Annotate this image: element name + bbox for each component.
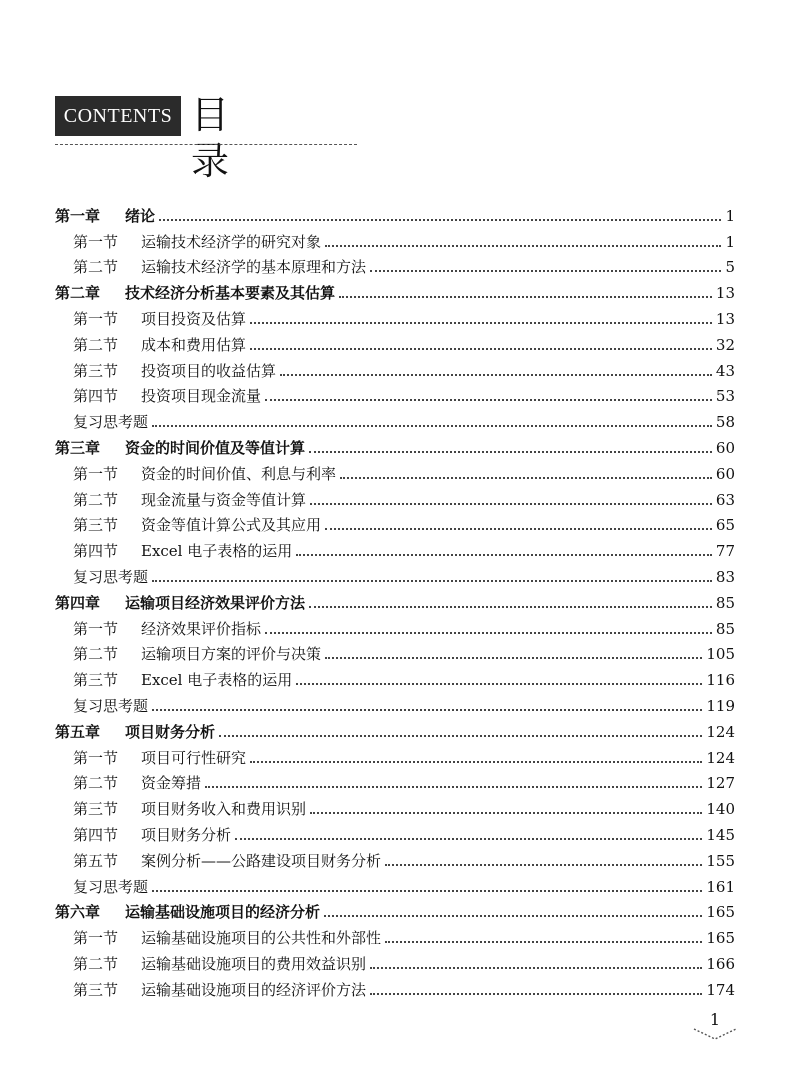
toc-section-entry[interactable] (55, 871, 735, 897)
dot-leader (309, 606, 712, 608)
toc-entry-label (73, 773, 201, 793)
toc-entry-label (73, 541, 292, 561)
toc-entry-page: 85 (715, 619, 735, 638)
toc-header (55, 92, 357, 183)
toc-entry-label (55, 206, 155, 226)
toc-entry-page: 161 (706, 877, 735, 896)
dot-leader (310, 812, 702, 814)
toc-entry-title: 资金筹措 (141, 774, 202, 793)
toc-entry-number: 第三节 (73, 980, 119, 999)
contents-label: CONTENTS (55, 96, 181, 136)
toc-section-entry[interactable] (55, 819, 735, 845)
toc-entry-title: 经济效果评价指标 (141, 619, 262, 638)
toc-entry-number: 第四章 (55, 593, 101, 612)
toc-entry-page: 58 (715, 413, 735, 432)
toc-entry-label (73, 490, 306, 510)
toc-entry-label (73, 799, 306, 819)
toc-entry-page: 116 (706, 671, 735, 690)
dot-leader (152, 890, 702, 892)
toc-entry-page: 105 (706, 645, 735, 664)
toc-chapter-entry[interactable] (55, 277, 735, 303)
toc-section-entry[interactable] (55, 252, 735, 278)
toc-entry-label (73, 644, 321, 664)
toc-entry-label (73, 928, 381, 948)
toc-entry-title: 复习思考题 (73, 413, 149, 432)
toc-entry-number: 第二节 (73, 645, 119, 664)
dot-leader (235, 838, 702, 840)
toc-entry-label (73, 851, 381, 871)
toc-entry-page: 155 (706, 851, 735, 870)
folio-chevron-icon (690, 1026, 740, 1042)
toc-entry-title: 项目可行性研究 (141, 748, 247, 767)
toc-entry-number: 第五章 (55, 722, 101, 741)
toc-entry-page: 65 (715, 516, 735, 535)
dot-leader (325, 528, 712, 530)
toc-section-entry[interactable] (55, 793, 735, 819)
header-divider (55, 144, 357, 145)
dot-leader (339, 296, 712, 298)
toc-section-entry[interactable] (55, 768, 735, 794)
dot-leader (309, 451, 712, 453)
toc-entry-title: 复习思考题 (73, 877, 149, 896)
toc-section-entry[interactable] (55, 690, 735, 716)
toc-entry-page: 77 (715, 542, 735, 561)
toc-section-entry[interactable] (55, 948, 735, 974)
toc-entry-number: 第二节 (73, 258, 119, 277)
dot-leader (219, 735, 702, 737)
toc-entry-page: 165 (706, 929, 735, 948)
toc-entry-number: 第三节 (73, 671, 119, 690)
toc-entry-number: 第三章 (55, 438, 101, 457)
toc-entry-title: 技术经济分析基本要素及其估算 (125, 284, 336, 303)
toc-chapter-entry[interactable] (55, 587, 735, 613)
toc-entry-label (55, 438, 305, 458)
toc-entry-title: 投资项目的收益估算 (141, 361, 277, 380)
toc-entry-label (73, 361, 276, 381)
dot-leader (325, 657, 702, 659)
toc-section-entry[interactable] (55, 639, 735, 665)
dot-leader (385, 941, 702, 943)
toc-entry-label (73, 954, 366, 974)
toc-entry-page: 60 (715, 464, 735, 483)
toc-entry-title: 资金的时间价值及等值计算 (125, 438, 306, 457)
toc-entry-title: 资金的时间价值、利息与利率 (141, 464, 337, 483)
toc-entry-number: 第一节 (73, 619, 119, 638)
dot-leader (250, 322, 712, 324)
dot-leader (370, 993, 702, 995)
toc-entry-label (73, 386, 261, 406)
toc-entry-label (55, 722, 215, 742)
toc-entry-title: 现金流量与资金等值计算 (141, 490, 307, 509)
toc-entry-title: 运输技术经济学的研究对象 (141, 232, 322, 251)
toc-entry-page: 140 (706, 800, 735, 819)
toc-section-entry[interactable] (55, 510, 735, 536)
toc-entry-number: 第五节 (73, 851, 119, 870)
table-of-contents (55, 200, 735, 1000)
toc-entry-number: 第一节 (73, 464, 119, 483)
toc-entry-label (73, 696, 148, 716)
toc-section-entry[interactable] (55, 974, 735, 1000)
dot-leader (340, 477, 712, 479)
toc-entry-label (73, 619, 261, 639)
dot-leader (205, 786, 702, 788)
toc-entry-page: 83 (715, 567, 735, 586)
dot-leader (370, 270, 721, 272)
toc-entry-title: 运输项目经济效果评价方法 (125, 593, 306, 612)
toc-section-entry[interactable] (55, 484, 735, 510)
toc-entry-label (73, 309, 246, 329)
toc-entry-page: 63 (715, 490, 735, 509)
toc-entry-label (73, 980, 366, 1000)
toc-entry-number: 第四节 (73, 825, 119, 844)
toc-entry-page: 174 (706, 980, 735, 999)
toc-entry-label (73, 567, 148, 587)
toc-entry-page: 119 (706, 696, 735, 715)
toc-entry-title: 项目财务收入和费用识别 (141, 800, 307, 819)
toc-entry-page: 53 (715, 387, 735, 406)
toc-entry-page: 145 (706, 825, 735, 844)
toc-section-entry[interactable] (55, 406, 735, 432)
toc-entry-title: 成本和费用估算 (141, 335, 247, 354)
toc-entry-number: 第四节 (73, 542, 119, 561)
toc-entry-label (73, 515, 321, 535)
toc-entry-title: 项目财务分析 (125, 722, 216, 741)
toc-entry-number: 第一章 (55, 206, 101, 225)
toc-chapter-entry[interactable] (55, 897, 735, 923)
toc-entry-label (73, 335, 246, 355)
toc-entry-title: 运输基础设施项目的经济评价方法 (141, 980, 367, 999)
toc-section-entry[interactable] (55, 355, 735, 381)
toc-entry-title: 运输基础设施项目的费用效益识别 (141, 954, 367, 973)
toc-entry-number: 第二节 (73, 490, 119, 509)
toc-entry-page: 5 (725, 258, 735, 277)
toc-section-entry[interactable] (55, 535, 735, 561)
toc-section-entry[interactable] (55, 664, 735, 690)
toc-entry-label (73, 464, 336, 484)
toc-entry-number: 第二章 (55, 284, 101, 303)
toc-entry-label (73, 670, 292, 690)
toc-entry-title: 案例分析——公路建设项目财务分析 (141, 851, 382, 870)
toc-entry-number: 第四节 (73, 387, 119, 406)
toc-chapter-entry[interactable] (55, 200, 735, 226)
toc-entry-title: 运输技术经济学的基本原理和方法 (141, 258, 367, 277)
dot-leader (370, 967, 702, 969)
dot-leader (265, 632, 712, 634)
toc-entry-label (55, 593, 305, 613)
toc-entry-title: Excel 电子表格的运用 (141, 671, 293, 690)
dot-leader (310, 503, 712, 505)
toc-entry-label (55, 902, 320, 922)
dot-leader (250, 761, 702, 763)
toc-entry-number: 第三节 (73, 800, 119, 819)
dot-leader (265, 399, 712, 401)
page-title: 目录 (191, 93, 294, 183)
toc-entry-number: 第六章 (55, 903, 101, 922)
toc-entry-number: 第二节 (73, 774, 119, 793)
toc-entry-label (73, 257, 366, 277)
toc-entry-title: 项目投资及估算 (141, 309, 247, 328)
toc-entry-title: 投资项目现金流量 (141, 387, 262, 406)
toc-section-entry[interactable] (55, 329, 735, 355)
toc-entry-page: 13 (715, 309, 735, 328)
toc-section-entry[interactable] (55, 303, 735, 329)
toc-entry-page: 60 (715, 438, 735, 457)
dot-leader (159, 219, 721, 221)
toc-chapter-entry[interactable] (55, 716, 735, 742)
toc-entry-page: 165 (706, 903, 735, 922)
toc-entry-number: 第一节 (73, 309, 119, 328)
toc-entry-page: 85 (715, 593, 735, 612)
page-number: 1 (709, 1010, 721, 1029)
toc-entry-page: 124 (706, 722, 735, 741)
toc-chapter-entry[interactable] (55, 432, 735, 458)
toc-entry-label (55, 283, 335, 303)
dot-leader (280, 374, 712, 376)
toc-entry-page: 1 (725, 232, 735, 251)
toc-entry-title: 运输基础设施项目的经济分析 (125, 903, 321, 922)
toc-entry-title: 运输项目方案的评价与决策 (141, 645, 322, 664)
page-folio (690, 1010, 740, 1044)
toc-entry-label (73, 825, 231, 845)
toc-entry-title: 复习思考题 (73, 696, 149, 715)
dot-leader (296, 554, 712, 556)
toc-entry-page: 43 (715, 361, 735, 380)
toc-entry-page: 32 (715, 335, 735, 354)
dot-leader (385, 864, 702, 866)
toc-entry-title: 复习思考题 (73, 567, 149, 586)
toc-entry-page: 124 (706, 748, 735, 767)
dot-leader (152, 425, 712, 427)
toc-section-entry[interactable] (55, 613, 735, 639)
toc-entry-number: 第一节 (73, 748, 119, 767)
toc-entry-number: 第一节 (73, 929, 119, 948)
toc-entry-page: 13 (715, 284, 735, 303)
toc-entry-number: 第一节 (73, 232, 119, 251)
toc-entry-label (73, 232, 321, 252)
toc-entry-title: 绪论 (125, 206, 156, 225)
toc-entry-title: Excel 电子表格的运用 (141, 542, 293, 561)
toc-entry-label (73, 877, 148, 897)
dot-leader (250, 348, 712, 350)
toc-entry-number: 第三节 (73, 361, 119, 380)
toc-entry-title: 项目财务分析 (141, 825, 232, 844)
toc-entry-title: 运输基础设施项目的公共性和外部性 (141, 929, 382, 948)
toc-entry-number: 第二节 (73, 954, 119, 973)
toc-entry-title: 资金等值计算公式及其应用 (141, 516, 322, 535)
toc-section-entry[interactable] (55, 381, 735, 407)
toc-entry-label (73, 748, 246, 768)
dot-leader (325, 245, 721, 247)
dot-leader (152, 580, 712, 582)
toc-entry-label (73, 412, 148, 432)
dot-leader (296, 683, 702, 685)
toc-entry-page: 166 (706, 954, 735, 973)
toc-section-entry[interactable] (55, 226, 735, 252)
toc-section-entry[interactable] (55, 845, 735, 871)
toc-section-entry[interactable] (55, 922, 735, 948)
toc-entry-number: 第二节 (73, 335, 119, 354)
toc-section-entry[interactable] (55, 458, 735, 484)
toc-section-entry[interactable] (55, 742, 735, 768)
dot-leader (324, 915, 702, 917)
dot-leader (152, 709, 702, 711)
toc-entry-page: 127 (706, 774, 735, 793)
toc-entry-page: 1 (725, 206, 735, 225)
toc-entry-number: 第三节 (73, 516, 119, 535)
toc-section-entry[interactable] (55, 561, 735, 587)
